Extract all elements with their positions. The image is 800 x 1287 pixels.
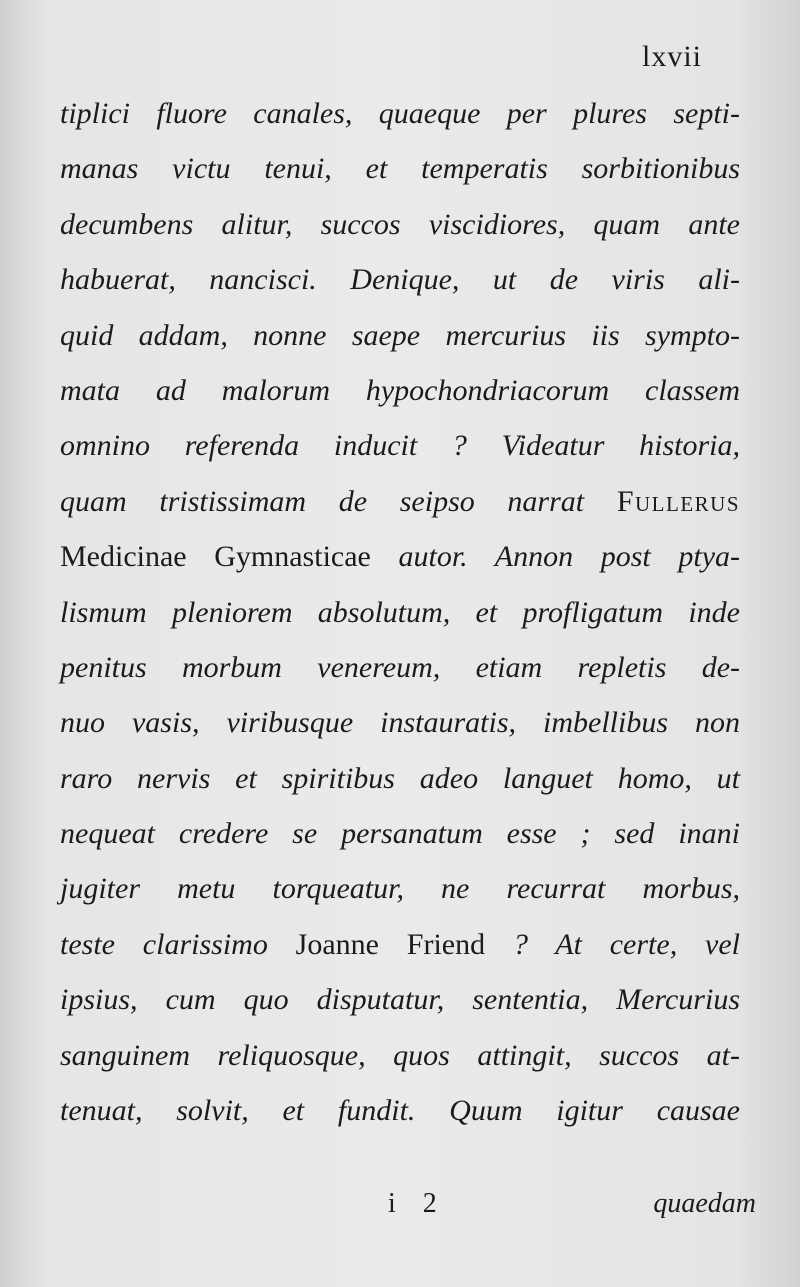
text-line xyxy=(60,1083,740,1138)
text-segment: manas victu tenui, et temperatis sorbitionibus xyxy=(60,152,740,186)
text-line xyxy=(60,972,740,1027)
text-line xyxy=(60,861,740,916)
text-segment: habuerat, nancisci. Denique, ut de viris ali- xyxy=(60,263,740,297)
text-line xyxy=(60,1028,740,1083)
text-segment: penitus morbum venereum, etiam repletis de- xyxy=(60,650,740,684)
page-number: lxvii xyxy=(641,40,702,73)
text-segment: tenuat, solvit, et fundit. Quum igitur causae xyxy=(60,1094,740,1128)
text-line xyxy=(60,529,740,584)
text-line xyxy=(60,308,740,363)
text-segment: ? At certe, vel xyxy=(485,927,740,961)
text-segment: Fullerus xyxy=(616,484,740,518)
text-line xyxy=(60,363,740,418)
text-segment: tiplici fluore canales, quaeque per plures septi- xyxy=(60,97,740,130)
text-segment: autor. Annon post ptya- xyxy=(398,540,740,574)
text-segment: ipsius, cum quo disputatur, sententia, Mercurius xyxy=(60,983,740,1017)
text-line xyxy=(60,695,740,750)
text-segment: quam tristissimam de seipso narrat xyxy=(60,484,617,518)
text-line xyxy=(60,197,740,252)
text-line xyxy=(60,917,740,972)
text-line xyxy=(60,751,740,806)
text-segment: mata ad malorum hypochondriacorum classem xyxy=(60,373,740,407)
text-line xyxy=(60,86,740,141)
text-line xyxy=(60,252,740,307)
text-line xyxy=(60,640,740,695)
text-segment: decumbens alitur, succos viscidiores, quam ante xyxy=(60,207,740,241)
text-line xyxy=(60,418,740,473)
catchword: quaedam xyxy=(653,1188,756,1219)
text-segment: Medicinae Gymnasticae xyxy=(60,540,399,574)
text-segment: lismum pleniorem absolutum, et profligatum inde xyxy=(60,595,740,629)
text-segment: jugiter metu torqueatur, ne recurrat morbus, xyxy=(60,872,740,906)
text-segment: quid addam, nonne saepe mercurius iis sympto- xyxy=(60,318,740,352)
text-line xyxy=(60,806,740,861)
text-segment: teste clarissimo xyxy=(60,927,296,961)
text-segment: omnino referenda inducit ? Videatur historia, xyxy=(60,429,740,463)
signature-mark: i 2 xyxy=(388,1188,447,1219)
text-segment: nequeat credere se persanatum esse ; sed inani xyxy=(60,817,740,851)
text-segment: nuo vasis, viribusque instauratis, imbellibus non xyxy=(60,706,740,740)
body-text xyxy=(60,86,740,1138)
text-segment: sanguinem reliquosque, quos attingit, succos at- xyxy=(60,1038,740,1072)
text-segment: Joanne Friend xyxy=(295,927,486,961)
text-line xyxy=(60,585,740,640)
text-line xyxy=(60,474,740,529)
text-line xyxy=(60,141,740,196)
text-segment: raro nervis et spiritibus adeo languet homo, ut xyxy=(60,761,740,795)
